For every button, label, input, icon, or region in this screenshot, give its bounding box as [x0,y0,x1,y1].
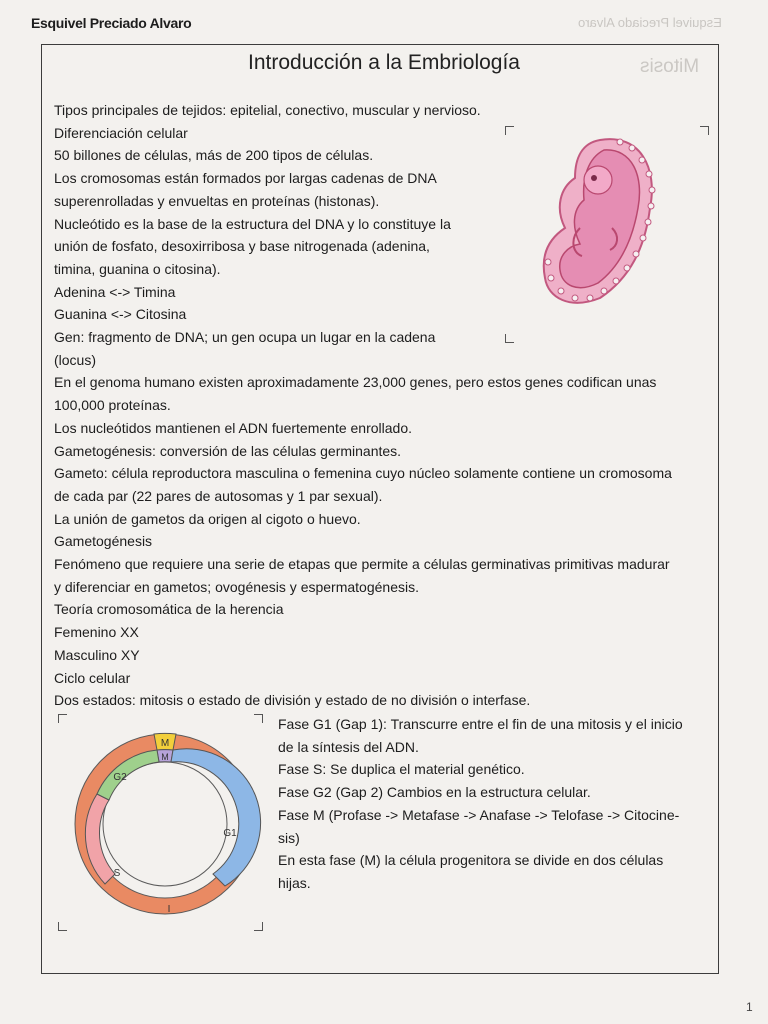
text-line: unión de fosfato, desoxirribosa y base nitrogenada (adenina, [54,238,430,255]
text-line: de cada par (22 pares de autosomas y 1 par sexual). [54,487,383,504]
author-name: Esquivel Preciado Alvaro [31,15,192,31]
text-line: timina, guanina o citosina). [54,260,221,277]
text-line: Los nucleótidos mantienen el ADN fuertemente enrollado. [54,419,412,436]
label-m-outer: M [160,738,170,749]
text-line: Guanina <-> Citosina [54,306,187,323]
text-line: Gen: fragmento de DNA; un gen ocupa un lugar en la cadena [54,329,436,346]
text-line: Teoría cromosomática de la herencia [54,601,284,618]
text-line: (locus) [54,351,97,368]
label-i: I [167,904,171,915]
bleed-through-author: Esquivel Preciado Alvaro [578,15,722,30]
label-g1: G1 [223,828,237,839]
text-line: Gameto: célula reproductora masculina o femenina cuyo núcleo solamente contiene un cromosoma [54,465,672,482]
phase-line: Fase G2 (Gap 2) Cambios en la estructura celular. [278,784,591,801]
phase-line: En esta fase (M) la célula progenitora se divide en dos células [278,852,664,869]
label-m-inner: M [161,752,169,762]
crop-mark [505,334,514,343]
text-line: y diferenciar en gametos; ovogénesis y espermatogénesis. [54,578,419,595]
text-line: Ciclo celular [54,669,131,686]
page-mark: 1 [746,1000,753,1014]
text-line: 50 billones de células, más de 200 tipos de células. [54,147,374,164]
text-line: Masculino XY [54,646,140,663]
text-line: Femenino XX [54,624,139,641]
document-title: Introducción a la Embriología [248,51,520,74]
text-line: Adenina <-> Timina [54,283,176,300]
text-line: Diferenciación celular [54,124,188,141]
cell-cycle-diagram [65,724,265,924]
phase-line: de la síntesis del ADN. [278,738,419,755]
text-line: En el genoma humano existen aproximadamente 23,000 genes, pero estos genes codifican unas [54,374,657,391]
text-line: Gametogénesis [54,533,153,550]
text-line: Fenómeno que requiere una serie de etapas que permite a células germinativas primitivas madurar [54,556,670,573]
cell-cycle-phases [278,713,708,895]
text-line: Dos estados: mitosis o estado de división y estado de no división o interfase. [54,692,531,709]
phase-line: Fase S: Se duplica el material genético. [278,761,525,778]
crop-mark [505,126,514,135]
crop-mark [700,126,709,135]
embryo-illustration [520,128,660,313]
bleed-through-title: Mitosis [640,56,700,77]
text-line: Los cromosomas están formados por largas cadenas de DNA [54,170,437,187]
label-s: S [113,868,121,879]
text-line: 100,000 proteínas. [54,397,171,414]
label-g2: G2 [113,772,127,783]
text-line: La unión de gametos da origen al cigoto o huevo. [54,510,361,527]
crop-mark [58,714,67,723]
phase-line: sis) [278,829,300,846]
crop-mark [254,714,263,723]
phase-line: Fase G1 (Gap 1): Transcurre entre el fin de una mitosis y el inicio [278,716,683,732]
text-line: Tipos principales de tejidos: epitelial, conectivo, muscular y nervioso. [54,102,481,118]
phase-line: hijas. [278,874,311,891]
text-line: superenrolladas y envueltas en proteínas (histonas). [54,192,380,209]
phase-line: Fase M (Profase -> Metafase -> Anafase -> Telofase -> Citocine- [278,806,680,823]
text-line: Nucleótido es la base de la estructura del DNA y lo constituye la [54,215,451,232]
text-line: Gametogénesis: conversión de las células germinantes. [54,442,402,459]
